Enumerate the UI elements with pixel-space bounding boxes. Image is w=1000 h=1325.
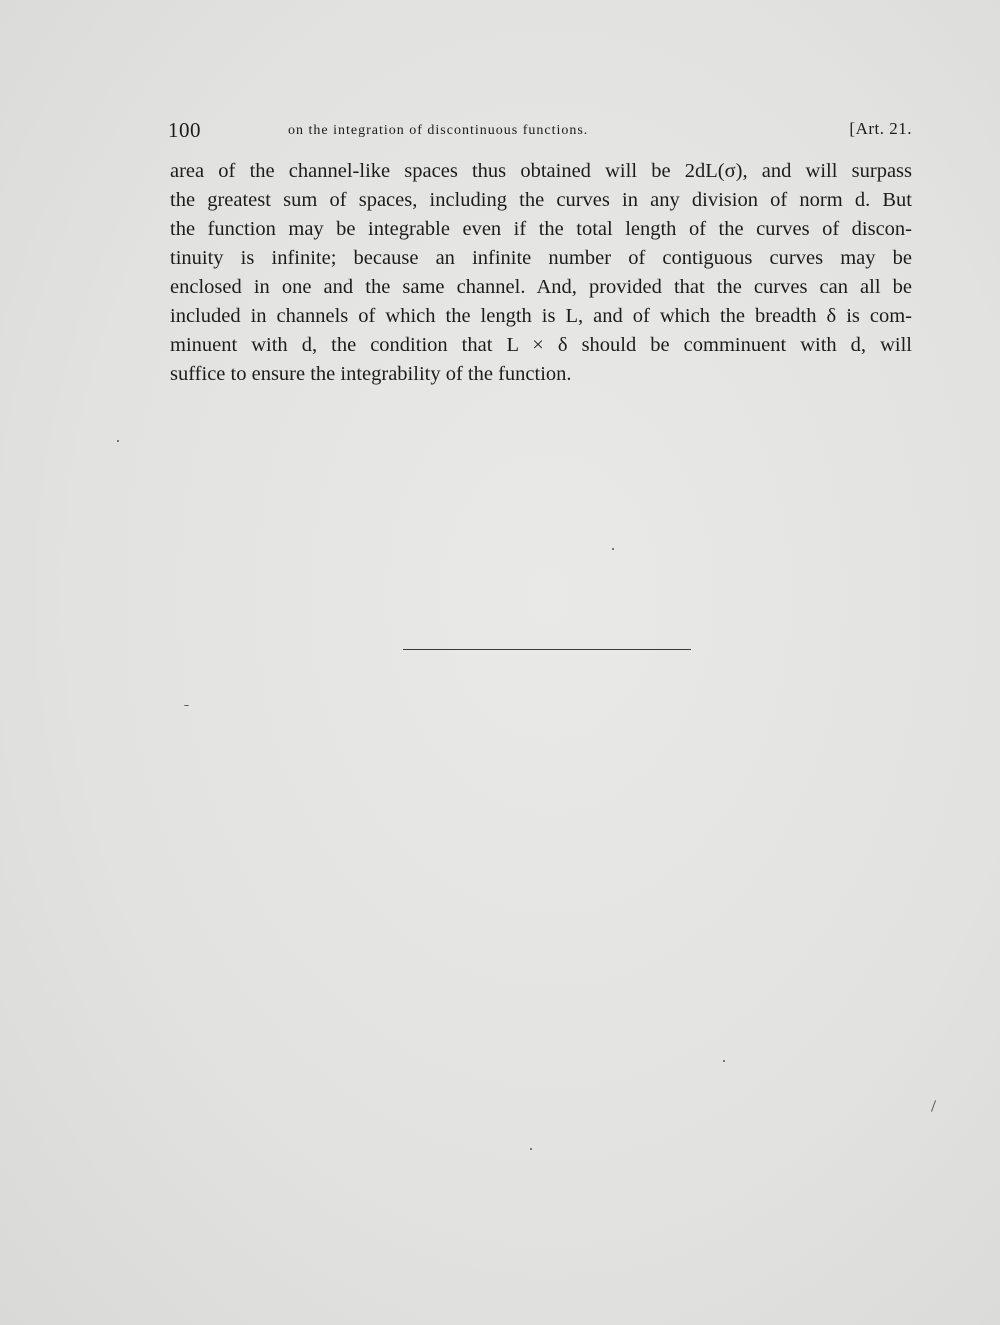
page-header: [168, 118, 912, 146]
running-title: [288, 122, 588, 139]
text-line: included in channels of which the length is L, and of which the breadth δ is com-: [170, 305, 912, 327]
section-end-rule: [403, 649, 691, 650]
paper-speck: [184, 705, 189, 706]
text-line: minuent with d, the condition that L × δ should be comminuent with d, will: [170, 334, 912, 356]
paper-speck: [530, 1148, 532, 1150]
text-line: area of the channel-like spaces thus obtained will be 2dL(σ), and will surpass: [170, 160, 912, 182]
paper-speck: [723, 1060, 725, 1062]
text-line: enclosed in one and the same channel. And, provided that the curves can all be: [170, 276, 912, 298]
text-line: suffice to ensure the integrability of the function.: [170, 363, 572, 385]
body-paragraph: [170, 157, 912, 389]
running-title-text: on the integration of discontinuous functions.: [288, 123, 589, 138]
text-line: tinuity is infinite; because an infinite number of contiguous curves may be: [170, 247, 912, 269]
paper-speck: [612, 548, 614, 550]
text-line: the greatest sum of spaces, including the curves in any division of norm d. But: [170, 189, 912, 211]
page-number: 100: [168, 118, 201, 142]
text-line: the function may be integrable even if the total length of the curves of discon-: [170, 218, 912, 240]
paper-speck: [117, 440, 119, 442]
article-reference: [Art. 21.: [849, 119, 912, 138]
paper-speck: [931, 1100, 936, 1112]
